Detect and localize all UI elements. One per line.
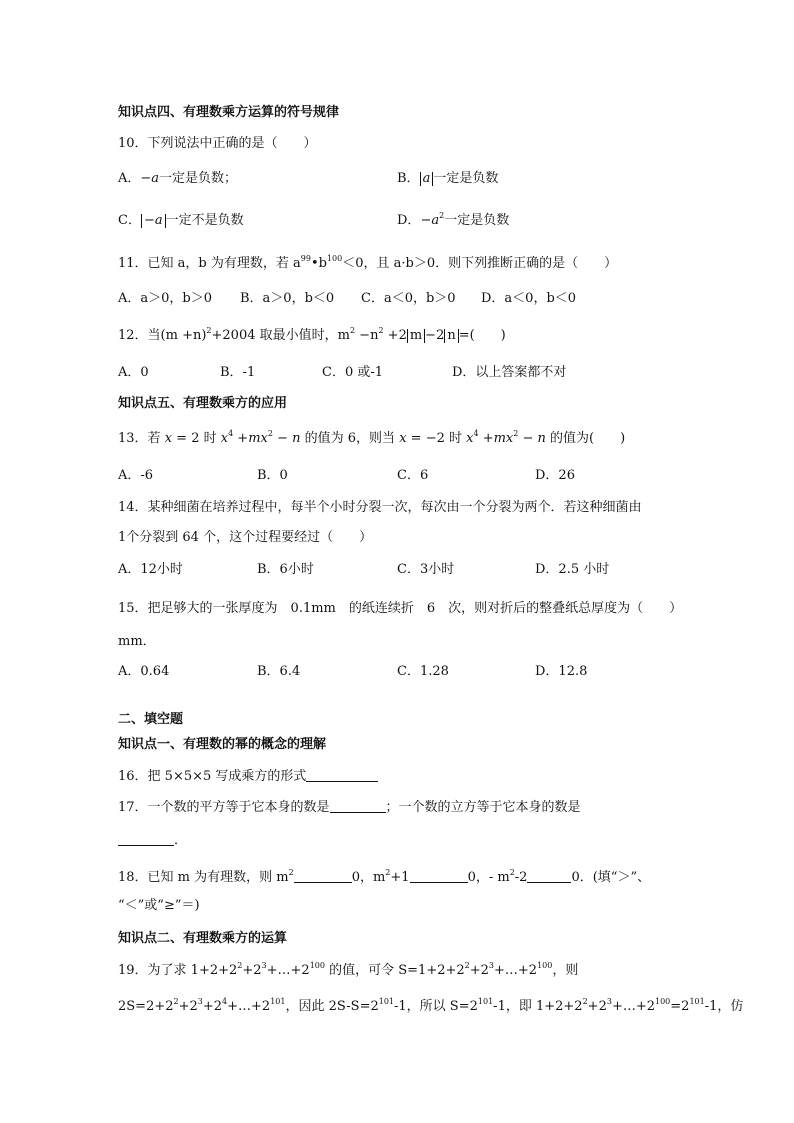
q14-option-c: C．3小时 <box>397 562 455 577</box>
q15-option-d: D．12.8 <box>535 664 588 679</box>
q13-option-d: D．26 <box>535 468 575 483</box>
question-19-line-1: 19．为了求 $1+2+2^2+2^3+\dots+2^{100}$ 的值，可令 $S=1+2+2^2+2^3+\dots+2^{100}$，则 <box>118 961 579 978</box>
q12-option-c: C．0 或-1 <box>322 365 384 380</box>
q11-option-a: A．a＞0，b＞0 <box>118 291 213 306</box>
q10-option-c: C． −a 一定不是负数 <box>118 213 244 228</box>
question-14-line-1: 14．某种细菌在培养过程中，每半个小时分裂一次，每次由一个分裂为两个．若这种细菌由 <box>118 500 642 515</box>
q12-option-a: A．0 <box>118 365 149 380</box>
question-17-line-2: ． <box>118 832 187 850</box>
question-18-line-1: 18．已知 m 为有理数，则 $m^2$ 0，$m^2+1$ 0，- $m^2-2$ 0．(填“＞”、 <box>118 868 651 885</box>
q14-option-d: D．2.5 小时 <box>535 562 610 577</box>
answer-blank <box>527 870 571 883</box>
question-12-stem: 12．当$(m +n)^2+2004$ 取最小值时，$m^2 -n^2 +2$ m −2 n =( ) <box>118 326 506 343</box>
part-heading-fill-in: 二、填空题 <box>118 712 184 727</box>
q11-option-d: D．a＜0，b＜0 <box>481 291 577 306</box>
question-13-stem: 13．若 x = 2 时 $x^4 +mx^2 - n$ 的值为 6，则当 x = −2 时 $x^4 +mx^2 - n$ 的值为( ) <box>118 429 626 446</box>
q15-option-b: B．6.4 <box>257 664 301 679</box>
q10-option-d: D．$-a^2$一定是负数 <box>397 211 510 228</box>
q13-option-b: B．0 <box>257 468 288 483</box>
section-heading-4: 知识点四、有理数乘方运算的符号规律 <box>118 105 340 120</box>
answer-blank <box>330 800 386 813</box>
answer-blank <box>118 833 174 846</box>
question-10-stem: 10．下列说法中正确的是（ ） <box>118 136 317 151</box>
q15-option-c: C．1.28 <box>397 664 449 679</box>
section-heading-1: 知识点一、有理数的幂的概念的理解 <box>118 737 327 752</box>
q14-option-b: B．6小时 <box>257 562 314 577</box>
q13-option-c: C．6 <box>397 468 429 483</box>
question-14-line-2: 1个分裂到 64 个，这个过程要经过（ ） <box>118 530 373 545</box>
question-15-line-2: mm． <box>118 634 156 649</box>
section-heading-5: 知识点五、有理数乘方的应用 <box>118 396 288 411</box>
question-16: 16．把 5×5×5 写成乘方的形式 <box>118 768 378 786</box>
q14-option-a: A．12小时 <box>118 562 183 577</box>
q10-option-b: B． a 一定是负数 <box>397 171 499 186</box>
q11-option-c: C．a＜0，b＞0 <box>361 291 456 306</box>
answer-blank <box>294 870 352 883</box>
q11-option-b: B．a＞0，b＜0 <box>240 291 335 306</box>
q13-option-a: A．-6 <box>118 468 154 483</box>
answer-blank <box>306 769 378 782</box>
answer-blank <box>410 870 468 883</box>
section-heading-2: 知识点二、有理数乘方的运算 <box>118 931 288 946</box>
q10-option-a: A．−a一定是负数； <box>118 171 238 186</box>
question-15-line-1: 15．把足够大的一张厚度为 0.1mm 的纸连续折 6 次，则对折后的整叠纸总厚度为（ ） <box>118 601 683 616</box>
question-11-stem: 11．已知 a，b 为有理数，若 $a^{99}•b^{100}<0$，且 a·b＞0．则下列推断正确的是（ ） <box>118 254 618 271</box>
question-19-line-2: $2S=2+2^2+2^3+2^4+\dots+2^{101}$，因此 $2S-S=2^{101}-1$，所以 $S=2^{101}-1$，即 $1+2+2^2+2^3+\dots+2^{100}=2^{101}-1$，仿 <box>118 997 744 1014</box>
question-18-line-2: “＜”或“≥”＝) <box>118 898 200 913</box>
q12-option-d: D．以上答案都不对 <box>452 365 567 380</box>
question-17-line-1: 17．一个数的平方等于它本身的数是 ；一个数的立方等于它本身的数是 <box>118 800 581 815</box>
q15-option-a: A．0.64 <box>118 664 170 679</box>
q12-option-b: B．-1 <box>220 365 256 380</box>
